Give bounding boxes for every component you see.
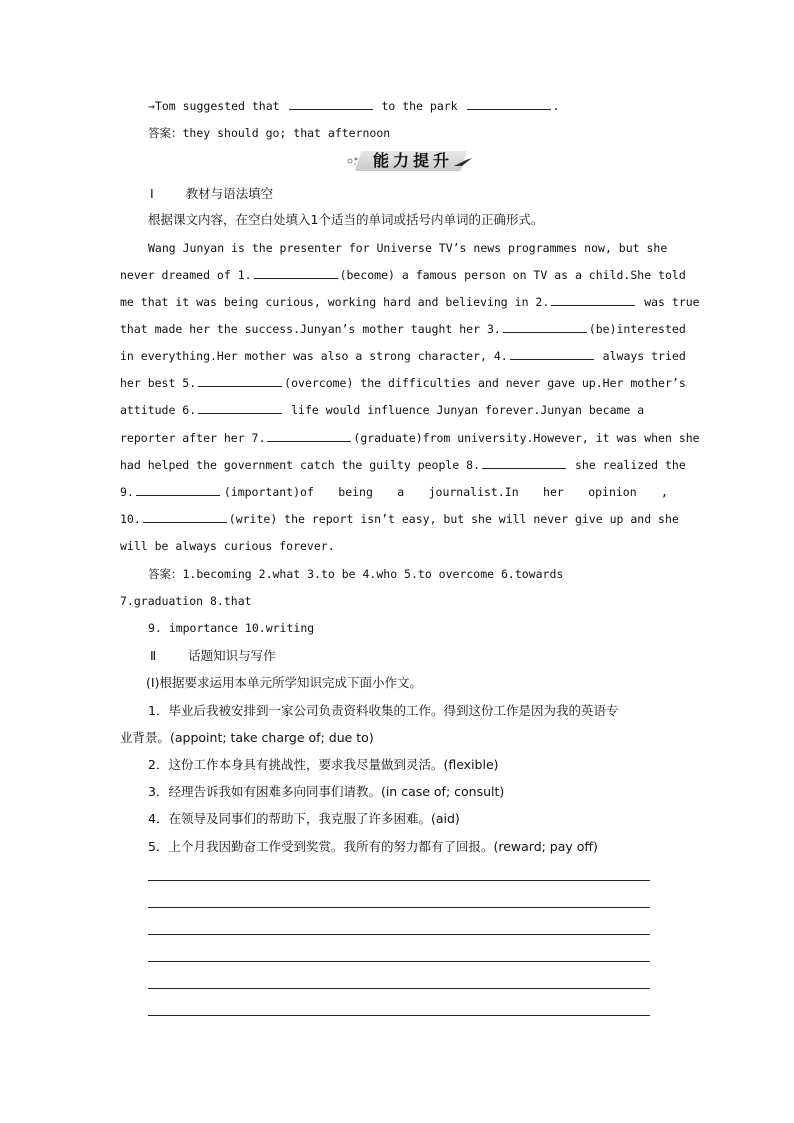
task-item: 1．毕业后我被安排到一家公司负责资料收集的工作。得到这份工作是因为我的英语专	[148, 703, 619, 718]
line-text: 9.	[120, 485, 134, 499]
answer-blank	[551, 295, 635, 306]
line-text: reporter after her 7.	[120, 431, 266, 445]
line-text: .	[552, 99, 560, 113]
answer-blank	[503, 322, 587, 333]
heading-text: 教材与语法填空	[185, 186, 274, 201]
answer-blank	[136, 485, 220, 496]
top-answer: 答案：they should go; that afternoon	[148, 126, 391, 140]
heading-text: 话题知识与写作	[188, 648, 276, 663]
answers-line: 答案：1.becoming 2.what 3.to be 4.who 5.to overcome 6.towards	[148, 567, 564, 581]
passage-line	[120, 321, 686, 337]
writing-line	[148, 1015, 650, 1016]
line-text: had helped the government catch the guilty people 8.	[120, 458, 481, 472]
passage-line	[120, 402, 644, 418]
answers-line: 9. importance 10.writing	[148, 621, 315, 635]
section2-heading	[150, 648, 276, 664]
section2-subheading: (Ⅰ)根据要求运用本单元所学知识完成下面小作文。	[146, 675, 422, 690]
arrow-icon: →	[148, 99, 155, 113]
answer-blank	[198, 403, 282, 414]
word: her	[543, 485, 564, 499]
line-text: (graduate)from university.However, it was when she	[353, 431, 700, 445]
line-text: Tom suggested that	[154, 99, 280, 113]
word: opinion	[588, 485, 637, 499]
passage-line: will be always curious forever.	[120, 539, 335, 553]
passage-line	[120, 484, 668, 500]
transform-line	[148, 98, 559, 114]
line-text: her best 5.	[120, 376, 197, 390]
line-text: (write) the report isn’t easy, but she will never give up and she	[228, 512, 679, 526]
answer-blank	[510, 349, 594, 360]
writing-line	[148, 961, 650, 962]
swoosh-icon	[454, 158, 472, 168]
answer-blank	[254, 268, 338, 279]
passage-line	[120, 457, 686, 473]
passage-line	[120, 375, 686, 391]
answer-blank	[143, 512, 227, 523]
line-text: to the park	[381, 99, 458, 113]
task-item-continued: 业背景。(appoint; take charge of; due to)	[120, 730, 374, 745]
writing-line	[148, 934, 650, 935]
passage-line	[120, 430, 700, 446]
line-text: she realized the	[574, 458, 686, 472]
line-text: in everything.Her mother was also a strong character, 4.	[120, 349, 508, 363]
word: being	[338, 485, 373, 499]
line-text: attitude 6.	[120, 403, 197, 417]
word: ,	[661, 485, 668, 499]
task-item: 5．上个月我因勤奋工作受到奖赏。我所有的努力都有了回报。(reward; pay off)	[148, 839, 598, 854]
word: a	[397, 485, 405, 499]
line-text: never dreamed of 1.	[120, 268, 252, 282]
answer-blank	[467, 99, 551, 110]
writing-line	[148, 880, 650, 881]
heading-number: Ⅱ	[150, 648, 157, 663]
line-text: that made her the success.Junyan’s mother taught her 3.	[120, 322, 501, 336]
passage-line: Wang Junyan is the presenter for Universe TV’s news programmes now, but she	[148, 241, 668, 255]
answer-blank	[482, 458, 566, 469]
line-text: always tried	[602, 349, 686, 363]
line-text: (overcome) the difficulties and never gave up.Her mother’s	[284, 376, 686, 390]
answer-blank	[198, 376, 282, 387]
line-text: life would influence Junyan forever.Junyan became a	[291, 403, 645, 417]
task-item: 4．在领导及同事们的帮助下，我克服了许多困难。(aid)	[148, 811, 460, 826]
justified-words	[224, 484, 668, 500]
writing-line	[148, 988, 650, 989]
word: journalist.In	[428, 485, 519, 499]
word: (important)of	[223, 485, 314, 499]
answer-blank	[267, 431, 351, 442]
writing-line	[148, 907, 650, 908]
answer-blank	[289, 99, 373, 110]
section1-instruction: 根据课文内容，在空白处填入1个适当的单词或括号内单词的正确形式。	[148, 212, 544, 227]
section-banner	[346, 148, 470, 174]
answers-line: 7.graduation 8.that	[120, 594, 252, 608]
heading-number: Ⅰ	[150, 186, 154, 201]
section1-heading	[150, 186, 273, 202]
passage-line	[120, 294, 700, 310]
line-text: (become) a famous person on TV as a child.She told	[339, 268, 686, 282]
line-text: me that it was being curious, working hard and believing in 2.	[120, 295, 550, 309]
banner-title: 能力提升	[372, 151, 453, 170]
line-text: 10.	[120, 512, 141, 526]
passage-line	[120, 511, 679, 527]
line-text: was true	[644, 295, 700, 309]
line-text: (be)interested	[588, 322, 686, 336]
task-item: 3．经理告诉我如有困难多向同事们请教。(in case of; consult)	[148, 784, 505, 799]
task-item: 2．这份工作本身具有挑战性，要求我尽量做到灵活。(flexible)	[148, 757, 499, 772]
passage-line	[120, 267, 686, 283]
passage-line	[120, 348, 686, 364]
